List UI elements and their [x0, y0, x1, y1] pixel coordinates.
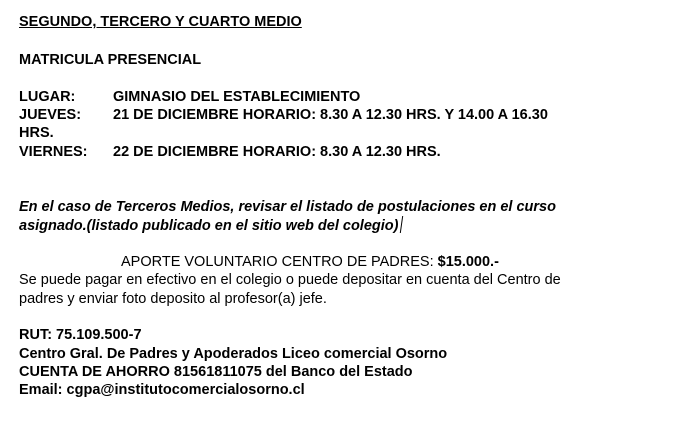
contribution-title-row	[121, 253, 499, 271]
location-label: LUGAR:	[19, 89, 76, 105]
contribution-title: APORTE VOLUNTARIO CENTRO DE PADRES:	[121, 254, 438, 270]
rut-line: RUT: 75.109.500-7	[19, 327, 142, 343]
enrollment-subheading: MATRICULA PRESENCIAL	[19, 52, 202, 68]
location-value: GIMNASIO DEL ESTABLECIMIENTO	[113, 89, 361, 105]
friday-label: VIERNES:	[19, 144, 88, 160]
thursday-continuation: HRS.	[19, 125, 54, 141]
notice-line-2: asignado.(listado publicado en el sitio web del colegio)	[19, 218, 399, 234]
thursday-label: JUEVES:	[19, 107, 82, 123]
friday-row	[19, 143, 441, 161]
location-row	[19, 88, 360, 106]
notice-line-2-wrapper	[19, 216, 402, 235]
email-line: Email: cgpa@institutocomercialosorno.cl	[19, 382, 305, 398]
bank-account-line: CUENTA DE AHORRO 81561811075 del Banco del Estado	[19, 364, 413, 380]
text-cursor	[400, 216, 403, 233]
friday-value: 22 DE DICIEMBRE HORARIO: 8.30 A 12.30 HRS.	[113, 144, 441, 160]
thursday-value: 21 DE DICIEMBRE HORARIO: 8.30 A 12.30 HRS. Y 14.00 A 16.30	[113, 107, 548, 123]
organization-line: Centro Gral. De Padres y Apoderados Liceo comercial Osorno	[19, 346, 448, 362]
thursday-row	[19, 106, 548, 124]
notice-line-1: En el caso de Terceros Medios, revisar el listado de postulaciones en el curso	[19, 199, 556, 215]
contribution-line-1: Se puede pagar en efectivo en el colegio o puede depositar en cuenta del Centro de	[19, 272, 561, 288]
contribution-line-2: padres y enviar foto deposito al profesor(a) jefe.	[19, 291, 327, 307]
contribution-amount: $15.000.-	[437, 254, 499, 270]
page-heading: SEGUNDO, TERCERO Y CUARTO MEDIO	[19, 14, 302, 30]
